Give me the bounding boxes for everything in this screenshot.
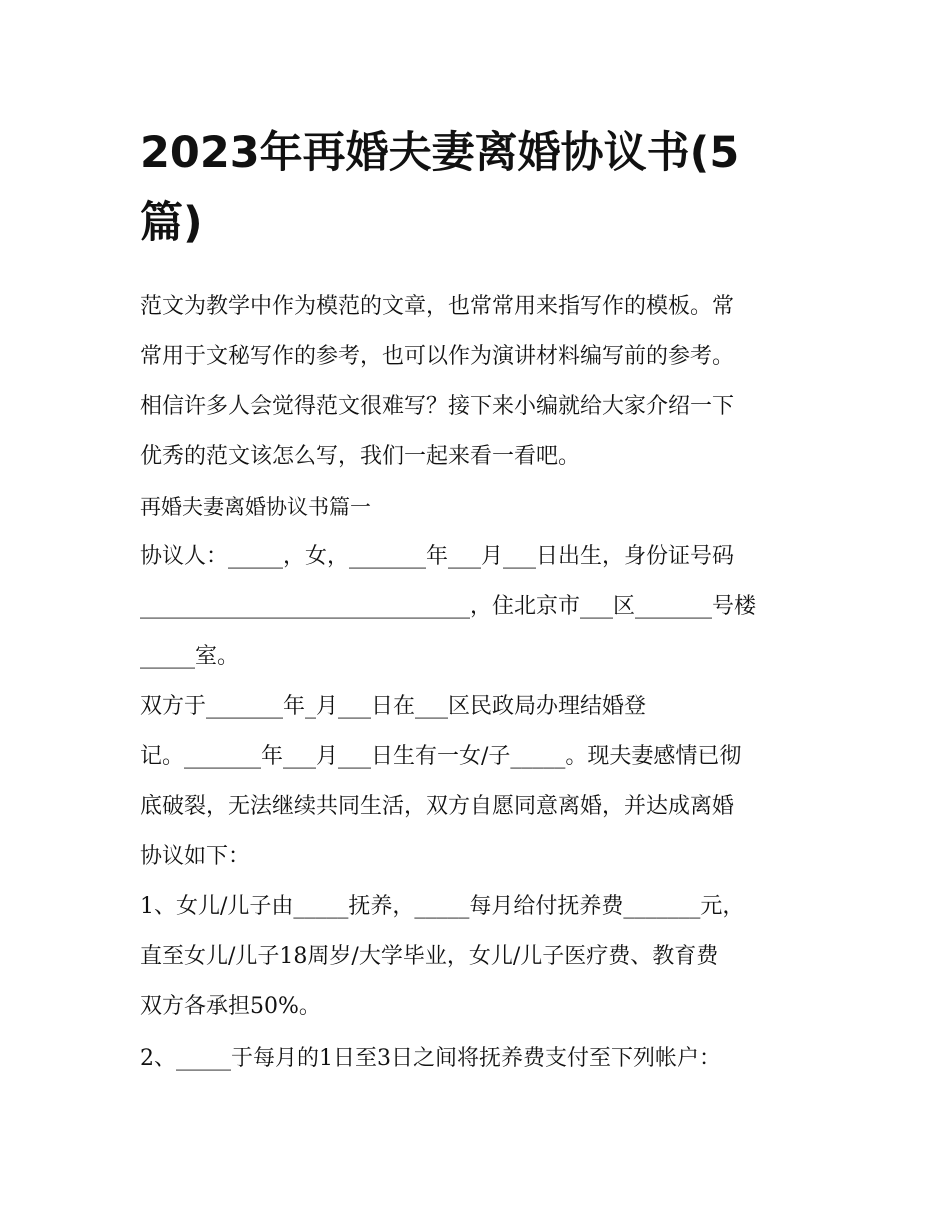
clause-2-line-1: 2、_____于每月的1日至3日之间将抚养费支付至下列帐户： xyxy=(140,1046,721,1071)
clause-1-line-2: 直至女儿/儿子18周岁/大学毕业，女儿/儿子医疗费、教育费 xyxy=(140,944,719,969)
document-title xyxy=(140,118,820,258)
party-line-2: ______________________________，住北京市___区_______号楼 xyxy=(140,594,757,619)
party-line-1: 协议人：_____，女，_______年___月___日出生，身份证号码 xyxy=(140,544,735,569)
party-line-3: _____室。 xyxy=(140,644,240,669)
marriage-line-4: 协议如下： xyxy=(140,844,251,869)
intro-line-2: 常用于文秘写作的参考，也可以作为演讲材料编写前的参考。 xyxy=(140,344,735,369)
intro-line-3: 相信许多人会觉得范文很难写？接下来小编就给大家介绍一下 xyxy=(140,394,735,419)
intro-line-4: 优秀的范文该怎么写，我们一起来看一看吧。 xyxy=(140,444,581,469)
title-line-1: 2023年再婚夫妻离婚协议书(5 xyxy=(140,128,740,178)
clause-1 xyxy=(140,882,820,1032)
party-paragraph xyxy=(140,532,820,682)
clause-2 xyxy=(140,1034,820,1084)
clause-1-line-1: 1、女儿/儿子由_____抚养，_____每月给付抚养费_______元， xyxy=(140,894,745,919)
marriage-line-1: 双方于_______年_月___日在___区民政局办理结婚登 xyxy=(140,694,647,719)
intro-line-1: 范文为教学中作为模范的文章，也常常用来指写作的模板。常 xyxy=(140,294,735,319)
clause-1-line-3: 双方各承担50%。 xyxy=(140,994,321,1019)
intro-paragraph xyxy=(140,282,820,482)
section-heading: 再婚夫妻离婚协议书篇一 xyxy=(140,495,371,519)
marriage-line-2: 记。_______年___月___日生有一女/子_____。现夫妻感情已彻 xyxy=(140,744,742,769)
title-line-2: 篇) xyxy=(140,198,203,248)
document-page xyxy=(140,118,820,1084)
marriage-line-3: 底破裂，无法继续共同生活，双方自愿同意离婚，并达成离婚 xyxy=(140,794,735,819)
marriage-paragraph xyxy=(140,682,820,882)
